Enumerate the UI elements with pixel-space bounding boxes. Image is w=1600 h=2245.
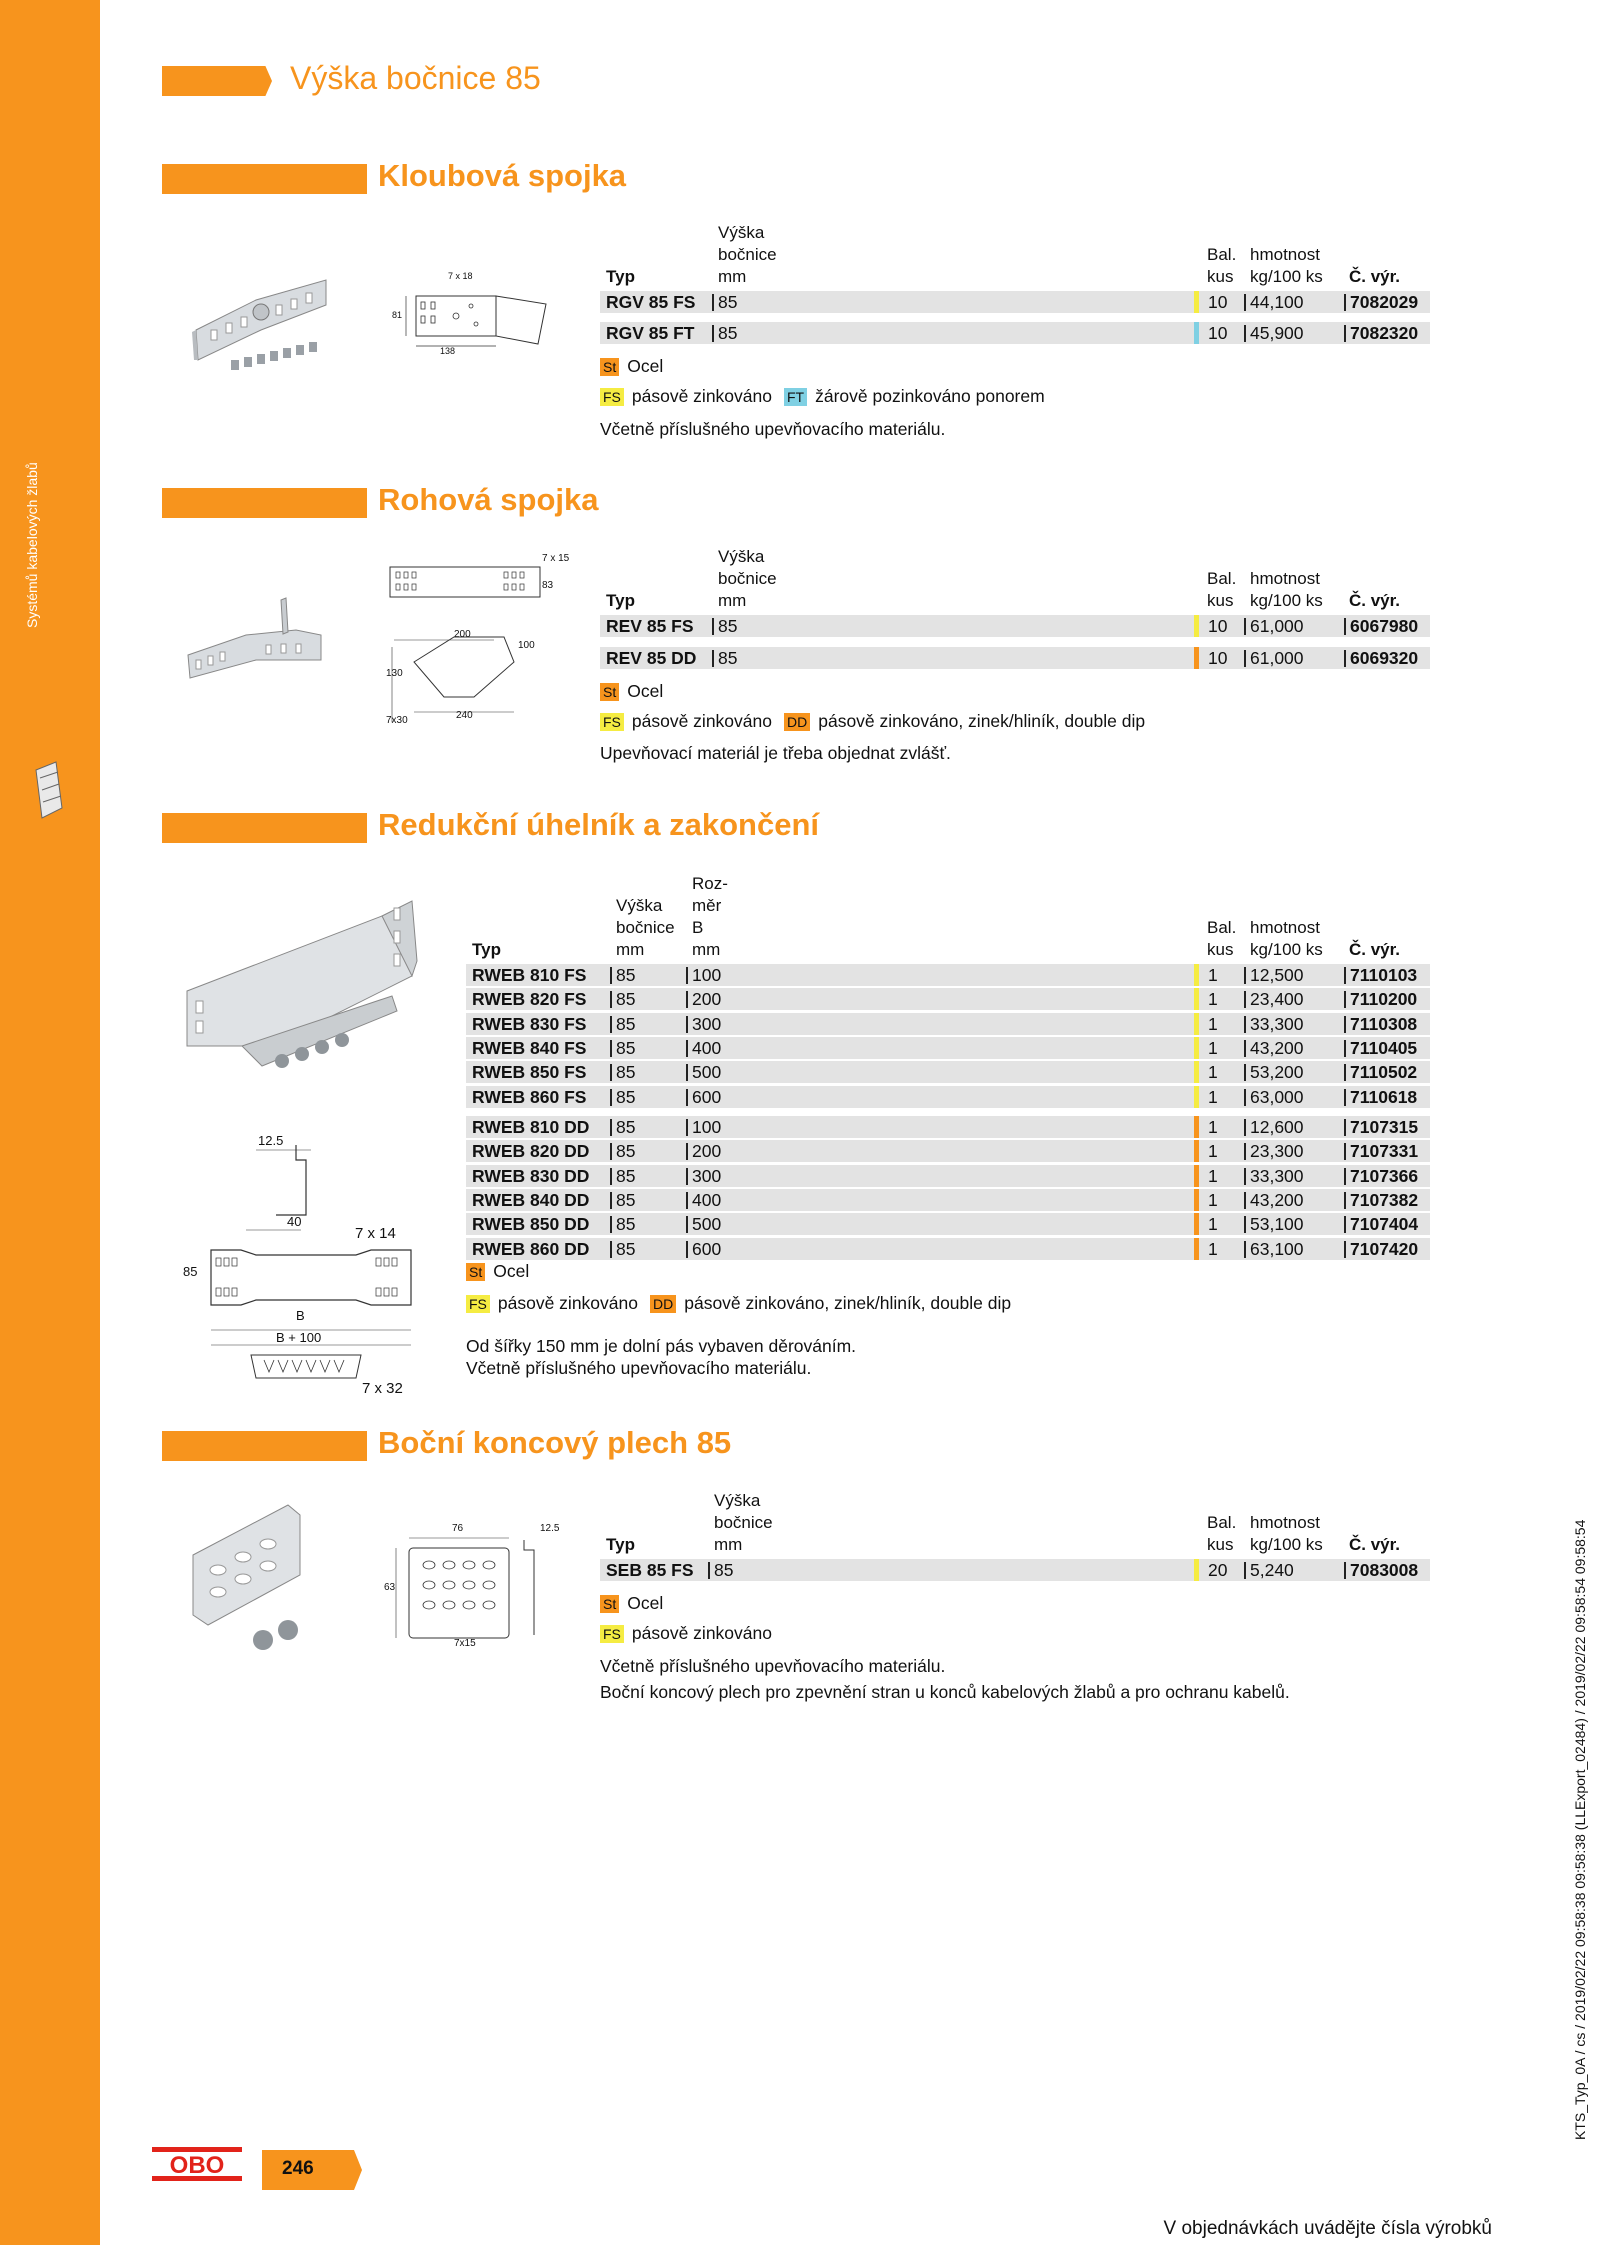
col-header-kg: kg/100 ks — [1250, 267, 1323, 286]
finish-mark — [1194, 1037, 1199, 1059]
table-row — [466, 964, 1430, 986]
legend-finish — [600, 386, 1045, 407]
badge-fs: FS — [600, 1625, 624, 1643]
product-photo-rev — [186, 590, 326, 680]
cell-kus: 1 — [1208, 1141, 1218, 1162]
cell-typ: REV 85 FS — [606, 616, 694, 636]
section-note: Včetně příslušného upevňovacího materiálu. — [600, 419, 946, 439]
drawing-rev — [384, 552, 584, 732]
badge-fs: FS — [600, 713, 624, 731]
dim-label: 7 x 18 — [448, 271, 473, 281]
cell-typ: RWEB 830 FS — [472, 1013, 587, 1034]
cell-kg: 63,000 — [1250, 1086, 1304, 1107]
col-header-mm: mm — [718, 591, 747, 610]
cell-vyska: 85 — [616, 1062, 636, 1083]
cell-vyska: 85 — [616, 1214, 636, 1235]
cell-vyska: 85 — [616, 1086, 636, 1107]
finish-mark-ft — [1194, 322, 1199, 344]
legend-finish — [600, 711, 1145, 732]
dim-label: B + 100 — [276, 1330, 322, 1345]
cell-kg: 43,200 — [1250, 1189, 1304, 1210]
table-row — [466, 1037, 1430, 1059]
cell-cvyr: 7110405 — [1350, 1037, 1418, 1058]
badge-dd: DD — [784, 713, 810, 731]
sidebar-label: Systémů kabelových žlabů — [24, 462, 40, 628]
table-row — [466, 1213, 1430, 1235]
section-title-redukcni: Redukční úhelník a zakončení — [378, 807, 820, 842]
cell-vyska: 85 — [616, 965, 636, 985]
finish-mark — [1194, 1140, 1199, 1162]
obo-logo — [152, 2147, 242, 2181]
legend-text: pásově zinkováno, zinek/hliník, double dip — [684, 1293, 1012, 1313]
section-note: Včetně příslušného upevňovacího materiálu. — [466, 1358, 812, 1378]
cell-b: 100 — [692, 1117, 722, 1137]
finish-mark — [1194, 1189, 1199, 1211]
dim-label: 7x15 — [454, 1638, 476, 1649]
cell-b: 400 — [692, 1189, 722, 1210]
cell-kg: 43,200 — [1250, 1037, 1304, 1058]
cell-kus: 1 — [1208, 1117, 1218, 1137]
badge-ft: FT — [784, 388, 807, 406]
cell-cvyr: 7083008 — [1350, 1560, 1419, 1580]
table-row — [466, 1013, 1430, 1035]
col-header-kg: kg/100 ks — [1250, 940, 1323, 959]
section-note: Od šířky 150 mm je dolní pás vybaven děrováním. — [466, 1336, 857, 1356]
cell-typ: RWEB 850 FS — [472, 1062, 587, 1083]
drawing-seb — [384, 1520, 574, 1650]
cell-typ: RWEB 840 DD — [472, 1189, 590, 1210]
table-row — [600, 322, 1430, 344]
cell-vyska: 85 — [718, 616, 738, 636]
finish-mark — [1194, 1086, 1199, 1108]
cell-kg: 44,100 — [1250, 292, 1304, 312]
dim-label: 83 — [542, 580, 554, 591]
cable-tray-icon — [34, 760, 64, 820]
product-photo-rweb — [182, 896, 422, 1106]
legend-text: Ocel — [493, 1261, 530, 1281]
drawing-rgv — [386, 266, 566, 366]
cell-kus: 1 — [1208, 1165, 1218, 1186]
col-header-hmotnost: hmotnost — [1250, 1513, 1320, 1532]
legend-text: Ocel — [627, 1593, 664, 1613]
cell-cvyr: 7110103 — [1350, 965, 1418, 985]
section-title-rohova: Rohová spojka — [378, 482, 599, 517]
section-note: Včetně příslušného upevňovacího materiálu. — [600, 1656, 946, 1676]
cell-cvyr: 7107366 — [1350, 1165, 1419, 1186]
chapter-marker — [162, 66, 272, 96]
legend-material — [600, 1593, 663, 1614]
legend-text: pásově zinkováno — [497, 1293, 638, 1313]
col-header-bocnice: bočnice — [616, 918, 675, 937]
legend-text: pásově zinkováno — [631, 1623, 772, 1643]
legend-text: Ocel — [627, 356, 664, 376]
dim-label: 76 — [452, 1523, 464, 1534]
col-header-hmotnost: hmotnost — [1250, 569, 1320, 588]
cell-kg: 53,200 — [1250, 1062, 1304, 1083]
cell-cvyr: 7107420 — [1350, 1238, 1419, 1259]
cell-typ: RWEB 840 FS — [472, 1037, 587, 1058]
dim-label: 100 — [518, 640, 535, 651]
dim-label: 240 — [456, 710, 473, 721]
cell-b: 400 — [692, 1037, 722, 1058]
dim-label: 40 — [287, 1214, 302, 1229]
cell-vyska: 85 — [616, 1117, 636, 1137]
badge-st: St — [600, 683, 619, 701]
finish-mark — [1194, 988, 1199, 1010]
dim-label: 200 — [454, 629, 471, 640]
cell-typ: SEB 85 FS — [606, 1560, 694, 1580]
cell-typ: RWEB 820 FS — [472, 989, 587, 1010]
cell-b: 100 — [692, 965, 722, 985]
page-number: 246 — [282, 2158, 314, 2179]
cell-vyska: 85 — [718, 323, 738, 343]
col-header-typ: Typ — [606, 591, 635, 610]
table-row — [600, 647, 1430, 669]
col-header-kg: kg/100 ks — [1250, 1535, 1323, 1554]
col-header-bal: Bal. — [1207, 245, 1237, 264]
export-meta: KTS_Typ_0A / cs / 2019/02/22 09:58:38 09:58:38 (LLExport_02484) / 2019/02/22 09:58:54 09:58:54 — [1572, 1519, 1588, 2140]
col-header-cvyr: Č. výr. — [1349, 1535, 1401, 1554]
col-header-mm: mm — [714, 1535, 743, 1554]
table-row — [466, 1116, 1430, 1138]
cell-kus: 20 — [1208, 1560, 1228, 1580]
cell-cvyr: 7107382 — [1350, 1189, 1419, 1210]
cell-kus: 1 — [1208, 1062, 1218, 1083]
cell-vyska: 85 — [718, 648, 738, 668]
cell-kg: 33,300 — [1250, 1165, 1304, 1186]
cell-vyska: 85 — [616, 1037, 636, 1058]
table-row — [600, 1559, 1430, 1581]
cell-kg: 61,000 — [1250, 616, 1304, 636]
cell-typ: REV 85 DD — [606, 648, 697, 668]
table-row — [600, 291, 1430, 313]
sidebar-band — [0, 0, 100, 2245]
cell-kus: 10 — [1208, 616, 1228, 636]
section-marker — [162, 813, 367, 843]
cell-typ: RWEB 860 FS — [472, 1086, 587, 1107]
col-header-mm: mm — [616, 940, 645, 959]
section-title-kloubova: Kloubová spojka — [378, 158, 627, 193]
col-header-kg: kg/100 ks — [1250, 591, 1323, 610]
order-note: V objednávkách uvádějte čísla výrobků — [1163, 2218, 1492, 2239]
finish-mark — [1194, 964, 1199, 986]
col-header-cvyr: Č. výr. — [1349, 267, 1401, 286]
table-row — [466, 988, 1430, 1010]
product-photo-rgv — [186, 260, 336, 390]
cell-kus: 1 — [1208, 1086, 1218, 1107]
cell-kg: 53,100 — [1250, 1214, 1304, 1235]
cell-kus: 10 — [1208, 648, 1228, 668]
col-header-mer: měr — [692, 896, 722, 915]
cell-cvyr: 7110308 — [1350, 1013, 1418, 1034]
cell-kus: 1 — [1208, 1238, 1218, 1259]
chapter-title: Výška bočnice 85 — [290, 60, 541, 96]
table-row — [466, 1140, 1430, 1162]
cell-b: 500 — [692, 1062, 722, 1083]
col-header-b: B — [692, 918, 704, 937]
cell-kg: 5,240 — [1250, 1560, 1294, 1580]
finish-mark — [1194, 1116, 1199, 1138]
col-header-vyska: Výška — [616, 896, 663, 915]
col-header-typ: Typ — [606, 267, 635, 286]
section-marker — [162, 488, 367, 518]
badge-dd: DD — [650, 1295, 676, 1313]
cell-cvyr: 7110618 — [1350, 1086, 1418, 1107]
badge-st: St — [600, 1595, 619, 1613]
cell-vyska: 85 — [616, 1013, 636, 1034]
legend-finish — [466, 1293, 1011, 1314]
cell-typ: RGV 85 FT — [606, 323, 695, 343]
col-header-mm: mm — [692, 940, 721, 959]
col-header-typ: Typ — [606, 1535, 635, 1554]
drawing-rweb — [176, 1130, 426, 1400]
cell-typ: RWEB 850 DD — [472, 1214, 590, 1235]
section-marker — [162, 164, 367, 194]
cell-kg: 45,900 — [1250, 323, 1304, 343]
badge-fs: FS — [466, 1295, 490, 1313]
cell-b: 600 — [692, 1086, 722, 1107]
col-header-cvyr: Č. výr. — [1349, 591, 1401, 610]
cell-cvyr: 7107404 — [1350, 1214, 1419, 1235]
cell-kg: 63,100 — [1250, 1238, 1304, 1259]
cell-cvyr: 7110200 — [1350, 989, 1418, 1010]
cell-kg: 61,000 — [1250, 648, 1304, 668]
badge-st: St — [600, 358, 619, 376]
cell-cvyr: 7082029 — [1350, 292, 1419, 312]
cell-kus: 1 — [1208, 1037, 1218, 1058]
cell-cvyr: 7110502 — [1350, 1062, 1418, 1083]
finish-mark — [1194, 1061, 1199, 1083]
col-header-roz: Roz- — [692, 874, 728, 893]
dim-label: 7 x 15 — [542, 553, 570, 564]
cell-kg: 33,300 — [1250, 1013, 1304, 1034]
dim-label: 130 — [386, 668, 403, 679]
cell-vyska: 85 — [616, 1165, 636, 1186]
cell-kus: 1 — [1208, 1189, 1218, 1210]
cell-typ: RWEB 810 FS — [472, 965, 587, 985]
col-header-kus: kus — [1207, 267, 1234, 286]
table-row — [466, 1238, 1430, 1260]
dim-label: 7 x 14 — [355, 1225, 396, 1242]
cell-cvyr: 7107331 — [1350, 1141, 1419, 1162]
legend-finish — [600, 1623, 772, 1644]
cell-b: 500 — [692, 1214, 722, 1235]
dim-label: 12.5 — [540, 1523, 560, 1534]
cell-vyska: 85 — [616, 1238, 636, 1259]
cell-typ: RWEB 860 DD — [472, 1238, 590, 1259]
dim-label: B — [296, 1308, 305, 1323]
cell-b: 200 — [692, 1141, 722, 1162]
col-header-bocnice: bočnice — [718, 569, 777, 588]
cell-cvyr: 7107315 — [1350, 1117, 1419, 1137]
legend-text: pásově zinkováno, zinek/hliník, double dip — [818, 711, 1146, 731]
dim-label: 12.5 — [258, 1133, 284, 1148]
cell-b: 300 — [692, 1013, 722, 1034]
cell-kus: 10 — [1208, 292, 1228, 312]
col-header-typ: Typ — [472, 940, 501, 959]
cell-cvyr: 6067980 — [1350, 616, 1419, 636]
cell-kus: 1 — [1208, 1214, 1218, 1235]
cell-vyska: 85 — [718, 292, 738, 312]
col-header-bal: Bal. — [1207, 918, 1237, 937]
section-note: Boční koncový plech pro zpevnění stran u konců kabelových žlabů a pro ochranu kabelů. — [600, 1682, 1290, 1702]
cell-vyska: 85 — [616, 1141, 636, 1162]
cell-typ: RWEB 830 DD — [472, 1165, 590, 1186]
col-header-vyska: Výška — [718, 223, 765, 242]
legend-text: pásově zinkováno — [631, 711, 772, 731]
col-header-mm: mm — [718, 267, 747, 286]
cell-b: 300 — [692, 1165, 722, 1186]
legend-material — [600, 356, 663, 377]
finish-mark — [1194, 1238, 1199, 1260]
cell-typ: RWEB 820 DD — [472, 1141, 590, 1162]
col-header-vyska: Výška — [714, 1491, 761, 1510]
legend-text: pásově zinkováno — [631, 386, 772, 406]
section-marker — [162, 1431, 367, 1461]
cell-cvyr: 7082320 — [1350, 323, 1419, 343]
legend-material — [600, 681, 663, 702]
legend-text: žárově pozinkováno ponorem — [815, 386, 1045, 406]
dim-label: 7x30 — [386, 715, 408, 726]
cell-typ: RGV 85 FS — [606, 292, 696, 312]
finish-mark-fs — [1194, 1559, 1199, 1581]
badge-fs: FS — [600, 388, 624, 406]
table-row — [466, 1165, 1430, 1187]
cell-kus: 1 — [1208, 1013, 1218, 1034]
dim-label: 7 x 32 — [362, 1380, 403, 1397]
col-header-kus: kus — [1207, 591, 1234, 610]
col-header-vyska: Výška — [718, 547, 765, 566]
table-row — [466, 1086, 1430, 1108]
legend-material — [466, 1261, 529, 1282]
cell-kus: 10 — [1208, 323, 1228, 343]
legend-text: Ocel — [627, 681, 664, 701]
col-header-hmotnost: hmotnost — [1250, 918, 1320, 937]
section-title-bocni: Boční koncový plech 85 — [378, 1425, 732, 1460]
cell-kg: 23,400 — [1250, 989, 1304, 1010]
col-header-kus: kus — [1207, 1535, 1234, 1554]
col-header-hmotnost: hmotnost — [1250, 245, 1320, 264]
cell-vyska: 85 — [616, 1189, 636, 1210]
cell-typ: RWEB 810 DD — [472, 1117, 590, 1137]
finish-mark-dd — [1194, 647, 1199, 669]
cell-b: 200 — [692, 989, 722, 1010]
section-note: Upevňovací materiál je třeba objednat zvlášť. — [600, 743, 951, 763]
cell-vyska: 85 — [616, 989, 636, 1010]
finish-mark — [1194, 1165, 1199, 1187]
finish-mark — [1194, 1213, 1199, 1235]
finish-mark-fs — [1194, 615, 1199, 637]
finish-mark — [1194, 1013, 1199, 1035]
cell-kg: 23,300 — [1250, 1141, 1304, 1162]
dim-label: 85 — [183, 1264, 198, 1279]
cell-b: 600 — [692, 1238, 722, 1259]
col-header-cvyr: Č. výr. — [1349, 940, 1401, 959]
table-row — [466, 1189, 1430, 1211]
cell-kg: 12,500 — [1250, 965, 1304, 985]
finish-mark-fs — [1194, 291, 1199, 313]
badge-st: St — [466, 1263, 485, 1281]
col-header-bocnice: bočnice — [714, 1513, 773, 1532]
col-header-kus: kus — [1207, 940, 1234, 959]
col-header-bocnice: bočnice — [718, 245, 777, 264]
cell-kus: 1 — [1208, 965, 1218, 985]
dim-label: 138 — [440, 346, 456, 356]
dim-label: 63 — [384, 1582, 396, 1593]
dim-label: 81 — [392, 310, 403, 320]
table-row — [466, 1061, 1430, 1083]
cell-vyska: 85 — [714, 1560, 734, 1580]
cell-kus: 1 — [1208, 989, 1218, 1010]
col-header-bal: Bal. — [1207, 569, 1237, 588]
obo-logo-text: OBO — [169, 2152, 225, 2179]
cell-cvyr: 6069320 — [1350, 648, 1419, 668]
cell-kg: 12,600 — [1250, 1117, 1304, 1137]
col-header-bal: Bal. — [1207, 1513, 1237, 1532]
table-row — [600, 615, 1430, 637]
product-photo-seb — [188, 1500, 308, 1660]
